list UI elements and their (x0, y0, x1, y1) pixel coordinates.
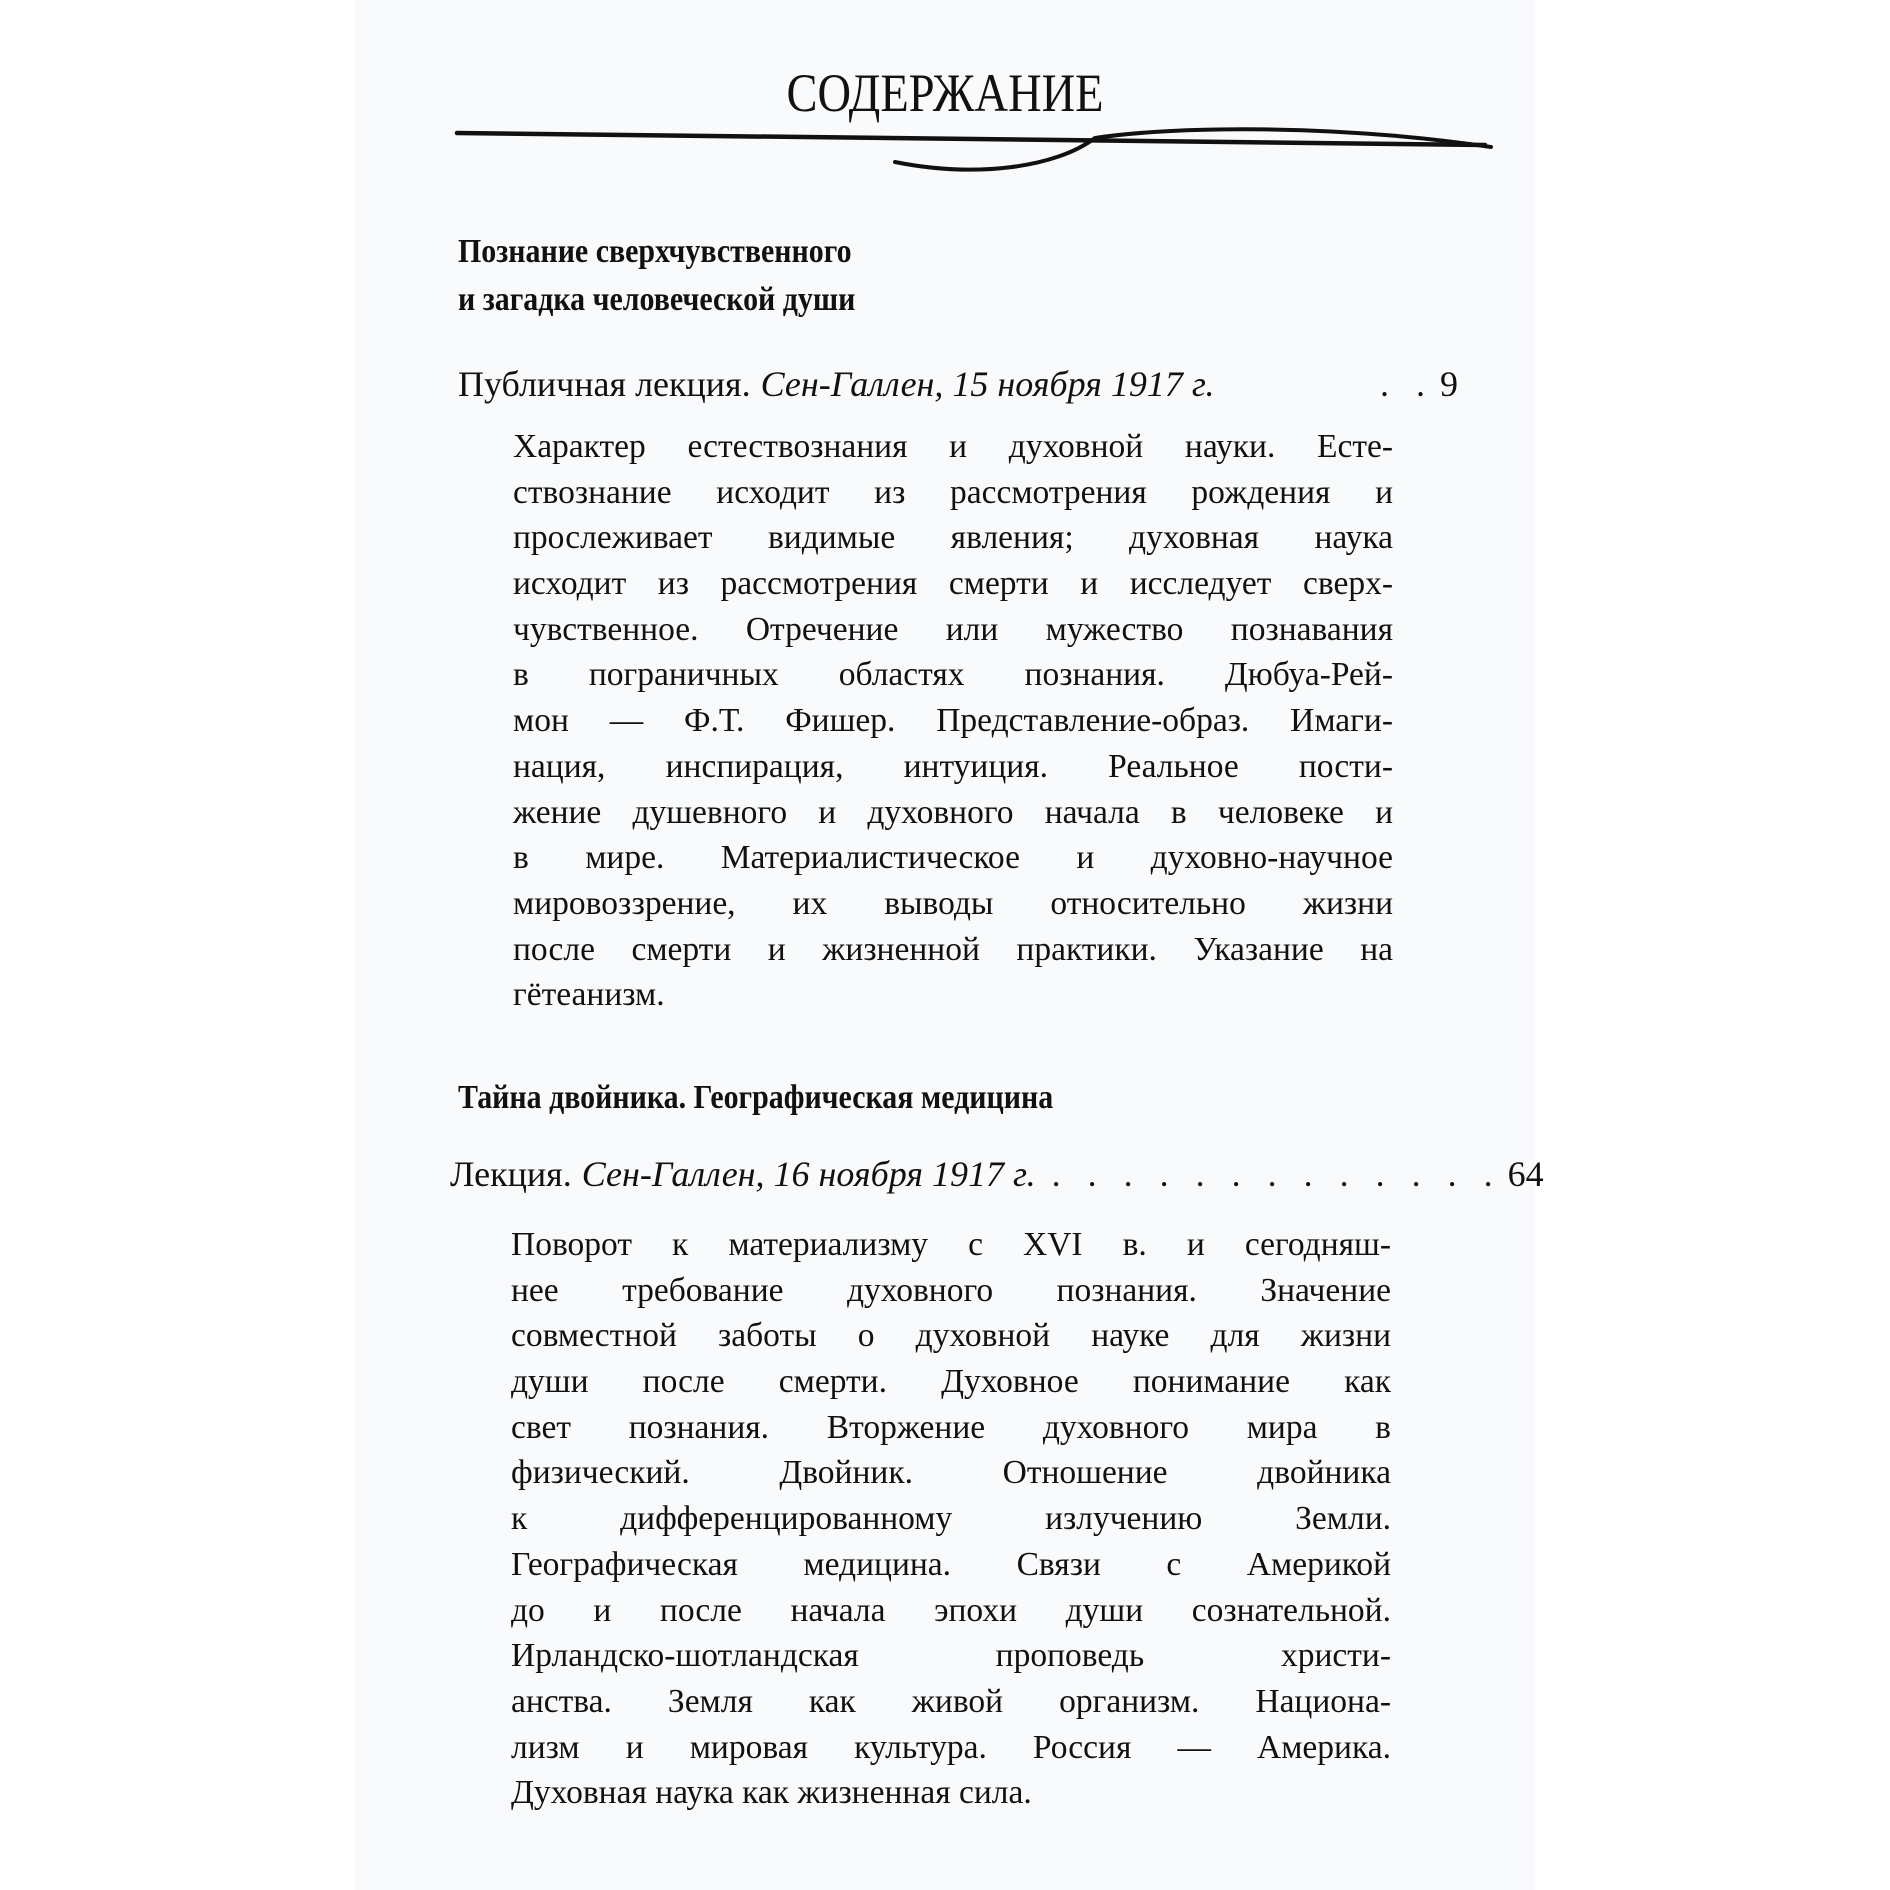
dot-leader: . . . . . . . . . . . . . (1051, 1154, 1502, 1194)
summary-line: свет познания. Вторжение духовного мира в (511, 1408, 1391, 1446)
summary-line: ствознание исходит из рассмотрения рождения и (513, 473, 1393, 511)
dot-leader: . . (1380, 364, 1434, 404)
summary-line: совместной заботы о духовной науке для жизни (511, 1317, 1391, 1355)
toc-entry[interactable] (458, 362, 1458, 406)
page-number: 64 (1507, 1154, 1544, 1194)
summary-line: к дифференцированному излучению Земли. (511, 1500, 1391, 1538)
entry-place-date: Сен-Галлен, 15 ноября 1917 г. (760, 364, 1215, 404)
summary-line: лизм и мировая культура. Россия — Америка. (511, 1728, 1391, 1766)
summary-line: Географическая медицина. Связи с Америкой (511, 1545, 1391, 1583)
summary-line: до и после начала эпохи души сознательной. (511, 1591, 1391, 1629)
page-title: СОДЕРЖАНИЕ (786, 63, 1104, 123)
summary-line: нация, инспирация, интуиция. Реальное пости- (513, 747, 1393, 785)
page-number: 9 (1440, 364, 1458, 404)
summary-line: Поворот к материализму с XVI в. и сегодняш- (511, 1226, 1391, 1263)
summary-line: в мире. Материалистическое и духовно-научное (513, 839, 1393, 877)
summary-line: мировоззрение, их выводы относительно жизни (513, 884, 1393, 922)
summary-line: Духовная наука как жизненная сила. (511, 1774, 1032, 1812)
summary-line: в пограничных областях познания. Дюбуа-Рей- (513, 656, 1393, 694)
summary-line: исходит из рассмотрения смерти и исследует сверх- (513, 565, 1393, 603)
entry-place-date: Сен-Галлен, 16 ноября 1917 г. (581, 1154, 1036, 1194)
book-page (355, 0, 1544, 1890)
section-summary (513, 424, 1393, 1018)
entry-kind: Публичная лекция. (458, 364, 751, 404)
summary-line: чувственное. Отречение или мужество познавания (513, 610, 1393, 648)
section-heading-line: Познание сверхчувственного (458, 233, 852, 270)
summary-line: Характер естествознания и духовной науки. Есте- (513, 428, 1393, 465)
section-heading-line: и загадка человеческой души (458, 281, 856, 318)
summary-line: прослеживает видимые явления; духовная наука (513, 519, 1393, 557)
summary-line: анства. Земля как живой организм. Национа- (511, 1682, 1391, 1720)
section-heading (458, 1074, 1053, 1122)
section-heading (458, 228, 855, 324)
summary-line: мон — Ф.Т. Фишер. Представление-образ. Имаги- (513, 702, 1393, 740)
section-summary (511, 1222, 1391, 1816)
toc-entry[interactable] (450, 1152, 1544, 1196)
summary-line: гётеанизм. (513, 976, 665, 1014)
summary-line: жение душевного и духовного начала в человеке и (513, 793, 1393, 831)
ornament-rule-icon (455, 128, 1495, 178)
section-heading-line: Тайна двойника. Географическая медицина (458, 1079, 1054, 1116)
summary-line: Ирландско-шотландская проповедь христи- (511, 1637, 1391, 1675)
summary-line: после смерти и жизненной практики. Указание на (513, 930, 1393, 968)
entry-kind: Лекция. (450, 1154, 572, 1194)
summary-line: физический. Двойник. Отношение двойника (511, 1454, 1391, 1492)
summary-line: нее требование духовного познания. Значение (511, 1271, 1391, 1309)
summary-line: души после смерти. Духовное понимание как (511, 1363, 1391, 1401)
